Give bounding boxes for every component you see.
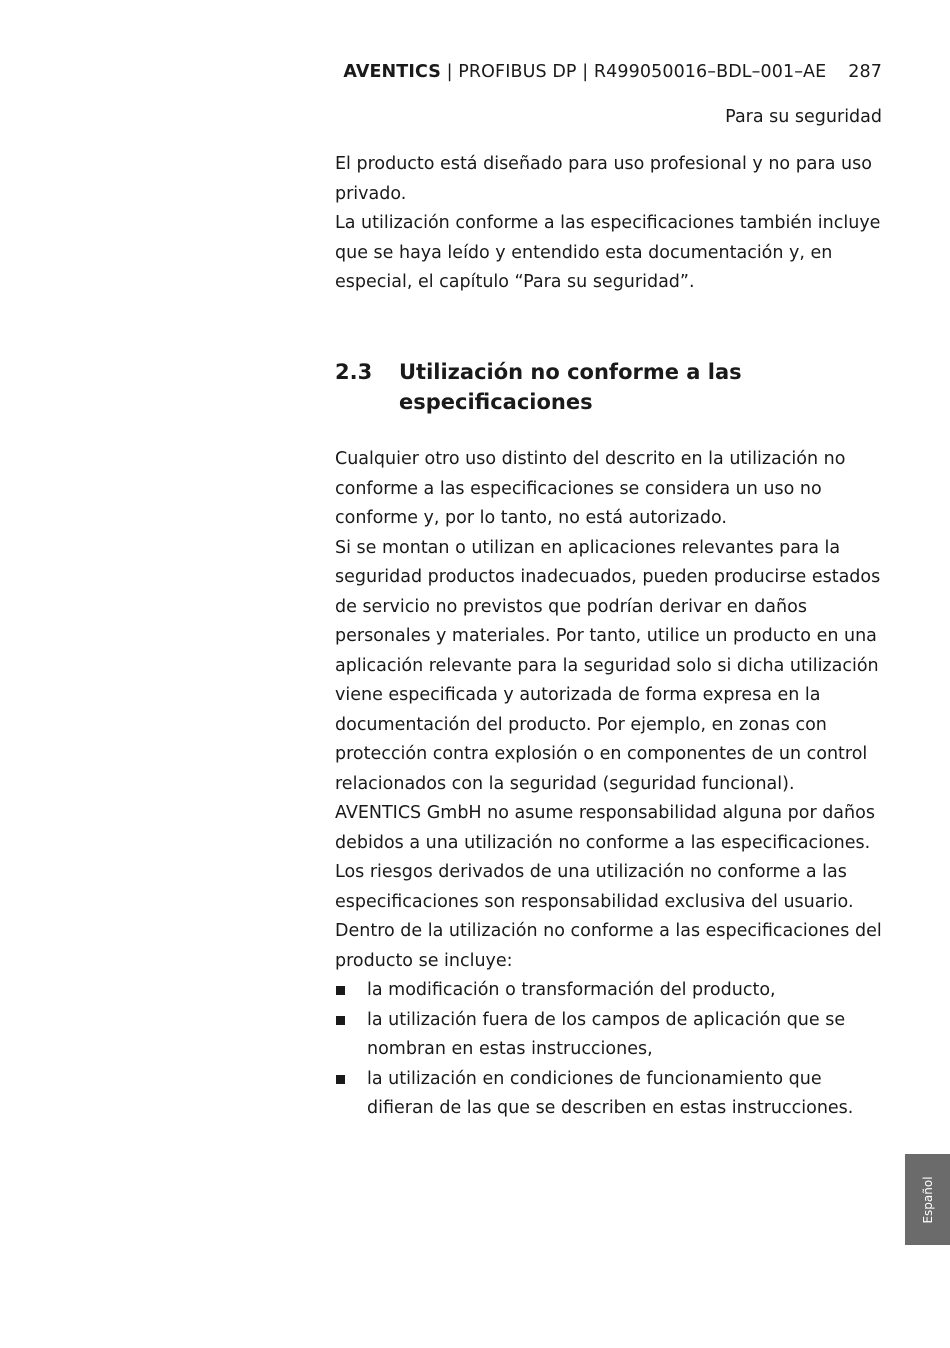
body-paragraph: Si se montan o utilizan en aplicaciones relevantes para la seguridad productos inadecuados, pueden producirse estados de servicio no previstos que podrían derivar en daños personales y materiales. Por tanto, utilice un producto en una aplicación relevante para la seguridad solo si dicha utilización viene especificada y autorizada de forma expresa en la documentación del producto. Por ejemplo, en zonas con protección contra explosión o en componentes de un control relacionados con la seguridad (seguridad funcional). (335, 537, 881, 794)
running-section-title: Para su seguridad (725, 107, 882, 127)
section-number: 2.3 (335, 360, 373, 384)
page-number: 287 (848, 62, 882, 82)
list-item (335, 976, 890, 1006)
document-info: | PROFIBUS DP | R499050016–BDL–001–AE (440, 62, 827, 82)
list-item (335, 1006, 890, 1065)
bullet-list (335, 976, 890, 1124)
brand-name: AVENTICS (343, 62, 441, 82)
square-bullet-icon (336, 1016, 345, 1025)
intro-paragraph: La utilización conforme a las especificaciones también incluye que se haya leído y entendido esta documentación y, en especial, el capítulo “Para su seguridad”. (335, 213, 881, 292)
language-tab-label: Español (920, 1175, 935, 1224)
intro-text (335, 150, 890, 298)
list-item-text: la utilización fuera de los campos de aplicación que se nombran en estas instrucciones, (367, 1009, 846, 1059)
body-paragraph: Dentro de la utilización no conforme a las especificaciones del producto se incluye: (335, 921, 882, 971)
section-heading (335, 357, 890, 417)
list-item-text: la utilización en condiciones de funcionamiento que difieran de las que se describen en estas instrucciones. (367, 1068, 854, 1118)
language-tab (905, 1154, 950, 1245)
section-title: Utilización no conforme a las especificaciones (399, 360, 742, 414)
square-bullet-icon (336, 986, 345, 995)
list-item-text: la modificación o transformación del producto, (367, 980, 776, 1000)
body-paragraph: AVENTICS GmbH no asume responsabilidad alguna por daños debidos a una utilización no conforme a las especificaciones. Los riesgos derivados de una utilización no conforme a las especificaciones son responsabilidad exclusiva del usuario. (335, 803, 875, 912)
intro-paragraph: El producto está diseñado para uso profesional y no para uso privado. (335, 154, 872, 204)
square-bullet-icon (336, 1075, 345, 1084)
body-paragraph: Cualquier otro uso distinto del descrito en la utilización no conforme a las especificaciones se considera un uso no conforme y, por lo tanto, no está autorizado. (335, 449, 846, 528)
list-item (335, 1065, 890, 1124)
page-header (343, 62, 882, 82)
section-body (335, 445, 890, 1124)
